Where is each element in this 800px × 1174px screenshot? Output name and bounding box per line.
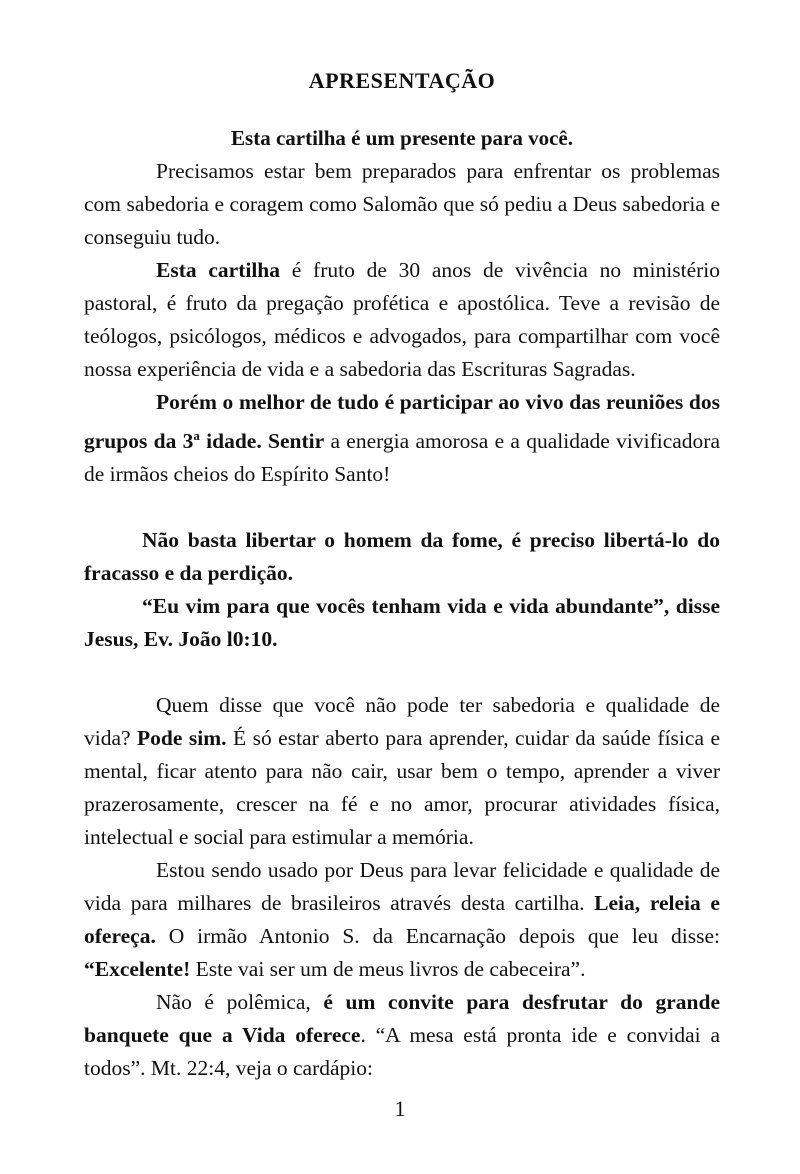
paragraph-2-text: é fruto de 30 anos de vivência no ministério pastoral, é fruto da pregação profética e apostólica. Teve a revisão de teólogos, psicólogos, médicos e advogados, para compartilhar com você nossa experiência de vida e a sabedoria das Escrituras Sagradas. — [84, 258, 720, 381]
paragraph-5-quote: “Eu vim para que vocês tenham vida e vida abundante”, disse Jesus, Ev. João l0:10. — [84, 594, 720, 651]
paragraph-2-bold: Esta cartilha — [156, 258, 281, 282]
paragraph-6-bold: Pode sim. — [137, 726, 227, 750]
ordinal-superscript: a — [193, 428, 200, 443]
document-page — [84, 68, 720, 1085]
paragraph-7-bold-1: Leia, releia e ofereça. — [84, 891, 720, 948]
paragraph-8-text-b: . “A mesa está pronta ide e convidai a todos”. Mt. 22:4, veja o cardápio: — [84, 1023, 720, 1080]
paragraph-8-bold: é um convite para desfrutar do grande banquete que a Vida oferece — [84, 990, 720, 1047]
paragraph-6-text-a: Quem disse que você não pode ter sabedoria e qualidade de vida? — [84, 693, 720, 750]
paragraph-1: Precisamos estar bem preparados para enfrentar os problemas com sabedoria e coragem como Salomão que só pediu a Deus sabedoria e conseguiu tudo. — [84, 159, 720, 249]
paragraph-6-text-b: É só estar aberto para aprender, cuidar da saúde física e mental, ficar atento para não cair, usar bem o tempo, aprender a viver prazerosamente, crescer na fé e no amor, procurar atividades física, intelectual e social para estimular a memória. — [84, 726, 720, 849]
paragraph-7-text-c: Este vai ser um de meus livros de cabeceira”. — [190, 957, 586, 981]
paragraph-7-bold-2: “Excelente! — [84, 957, 191, 981]
paragraph-3-bold-2: idade. Sentir — [199, 429, 325, 453]
paragraph-3 — [84, 386, 720, 491]
page-title: APRESENTAÇÃO — [308, 68, 496, 93]
paragraph-7 — [84, 854, 720, 986]
spacer — [84, 656, 720, 689]
paragraph-7-text-b: O irmão Antonio S. da Encarnação depois que leu disse: — [155, 924, 720, 948]
paragraph-3-text: a energia amorosa e a qualidade vivificadora de irmãos cheios do Espírito Santo! — [84, 429, 720, 486]
paragraph-2 — [84, 254, 720, 386]
paragraph-7-text-a: Estou sendo usado por Deus para levar felicidade e qualidade de vida para milhares de brasileiros através desta cartilha. — [84, 858, 720, 915]
spacer — [84, 491, 720, 524]
subtitle: Esta cartilha é um presente para você. — [231, 126, 573, 150]
paragraph-4: Não basta libertar o homem da fome, é preciso libertá-lo do fracasso e da perdição. — [84, 528, 720, 585]
page-number: 1 — [394, 1096, 406, 1121]
paragraph-8 — [84, 986, 720, 1085]
paragraph-3-bold: Porém o melhor de tudo é participar ao vivo das reuniões dos grupos da 3 — [84, 390, 720, 453]
paragraph-6 — [84, 689, 720, 854]
paragraph-8-text-a: Não é polêmica, — [156, 990, 324, 1014]
